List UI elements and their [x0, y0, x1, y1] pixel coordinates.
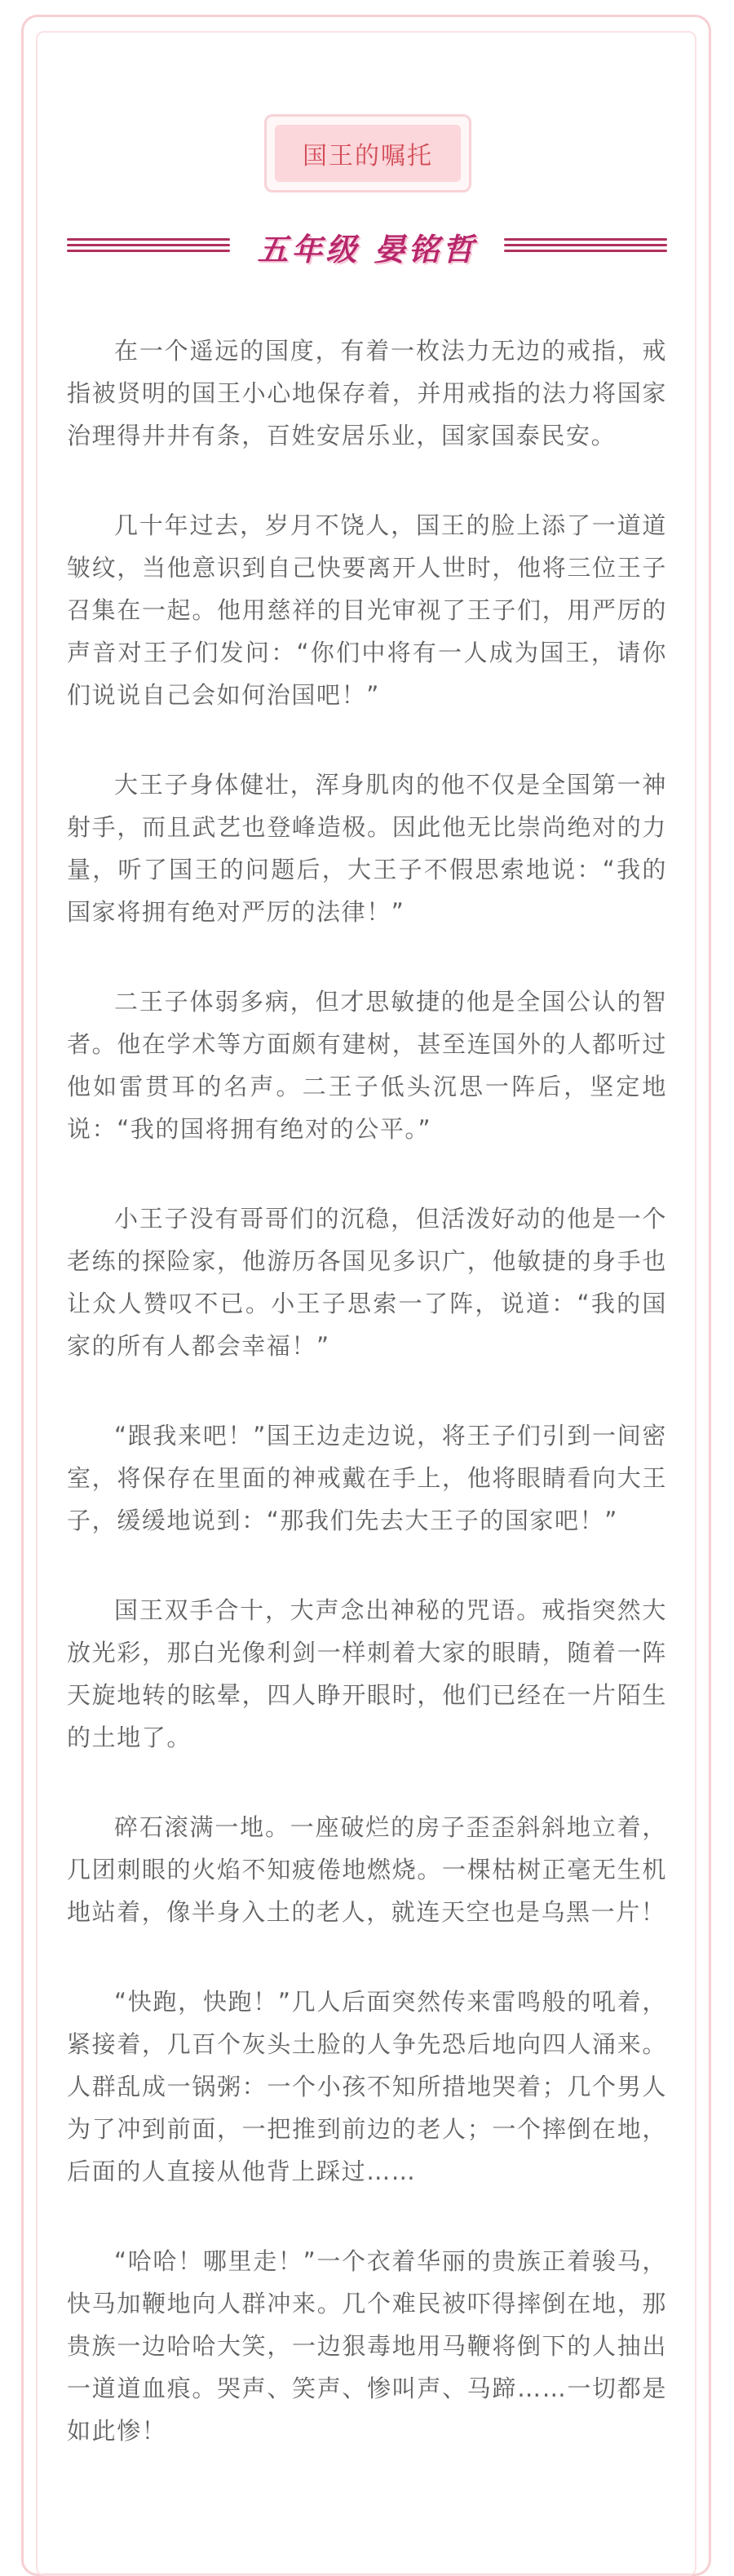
paragraph: 小王子没有哥哥们的沉稳，但活泼好动的他是一个老练的探险家，他游历各国见多识广，他敏捷的身手也让众人赞叹不已。小王子思索一了阵，说道：“我的国家的所有人都会幸福！” [67, 1205, 667, 1360]
paragraph: 碎石滚满一地。一座破烂的房子歪歪斜斜地立着，几团刺眼的火焰不知疲倦地燃烧。一棵枯树正毫无生机地站着，像半身入土的老人，就连天空也是乌黑一片！ [67, 1813, 667, 1926]
paragraph: 大王子身体健壮，浑身肌肉的他不仅是全国第一神射手，而且武艺也登峰造极。因此他无比崇尚绝对的力量，听了国王的问题后，大王子不假思索地说：“我的国家将拥有绝对严厉的法律！” [67, 771, 667, 926]
article-body [67, 330, 667, 2499]
decorative-lines-right [504, 238, 667, 256]
paragraph: “快跑，快跑！”几人后面突然传来雷鸣般的吼着，紧接着，几百个灰头土脸的人争先恐后地向四人涌来。人群乱成一锅粥：一个小孩不知所措地哭着；几个男人为了冲到前面，一把推到前边的老人；一个摔倒在地，后面的人直接从他背上踩过…… [67, 1988, 667, 2185]
paragraph: “跟我来吧！”国王边走边说，将王子们引到一间密室，将保存在里面的神戒戴在手上，他将眼睛看向大王子，缓缓地说到：“那我们先去大王子的国家吧！” [67, 1422, 667, 1534]
author-row [67, 220, 667, 272]
decorative-lines-left [67, 238, 230, 256]
title-box-inner [275, 125, 461, 182]
paragraph: 在一个遥远的国度，有着一枚法力无边的戒指，戒指被贤明的国王小心地保存着，并用戒指的法力将国家治理得井井有条，百姓安居乐业，国家国泰民安。 [67, 337, 667, 449]
paragraph: 二王子体弱多病，但才思敏捷的他是全国公认的智者。他在学术等方面颇有建树，甚至连国外的人都听过他如雷贯耳的名声。二王子低头沉思一阵后，坚定地说：“我的国将拥有绝对的公平。” [67, 988, 667, 1143]
paragraph: 几十年过去，岁月不饶人，国王的脸上添了一道道皱纹，当他意识到自己快要离开人世时，他将三位王子召集在一起。他用慈祥的目光审视了王子们，用严厉的声音对王子们发问：“你们中将有一人成为国王，请你们说说自己会如何治国吧！” [67, 511, 667, 709]
title-box [264, 114, 471, 193]
article-title: 国王的嘱托 [303, 142, 433, 170]
article-author: 五年级 晏铭哲 [257, 230, 477, 268]
paragraph: 国王双手合十，大声念出神秘的咒语。戒指突然大放光彩，那白光像利剑一样刺着大家的眼睛，随着一阵天旋地转的眩晕，四人睁开眼时，他们已经在一片陌生的土地了。 [67, 1596, 667, 1751]
paragraph: “哈哈！哪里走！”一个衣着华丽的贵族正着骏马，快马加鞭地向人群冲来。几个难民被吓得摔倒在地，那贵族一边哈哈大笑，一边狠毒地用马鞭将倒下的人抽出一道道血痕。哭声、笑声、惨叫声、马蹄……一切都是如此惨！ [67, 2247, 667, 2445]
